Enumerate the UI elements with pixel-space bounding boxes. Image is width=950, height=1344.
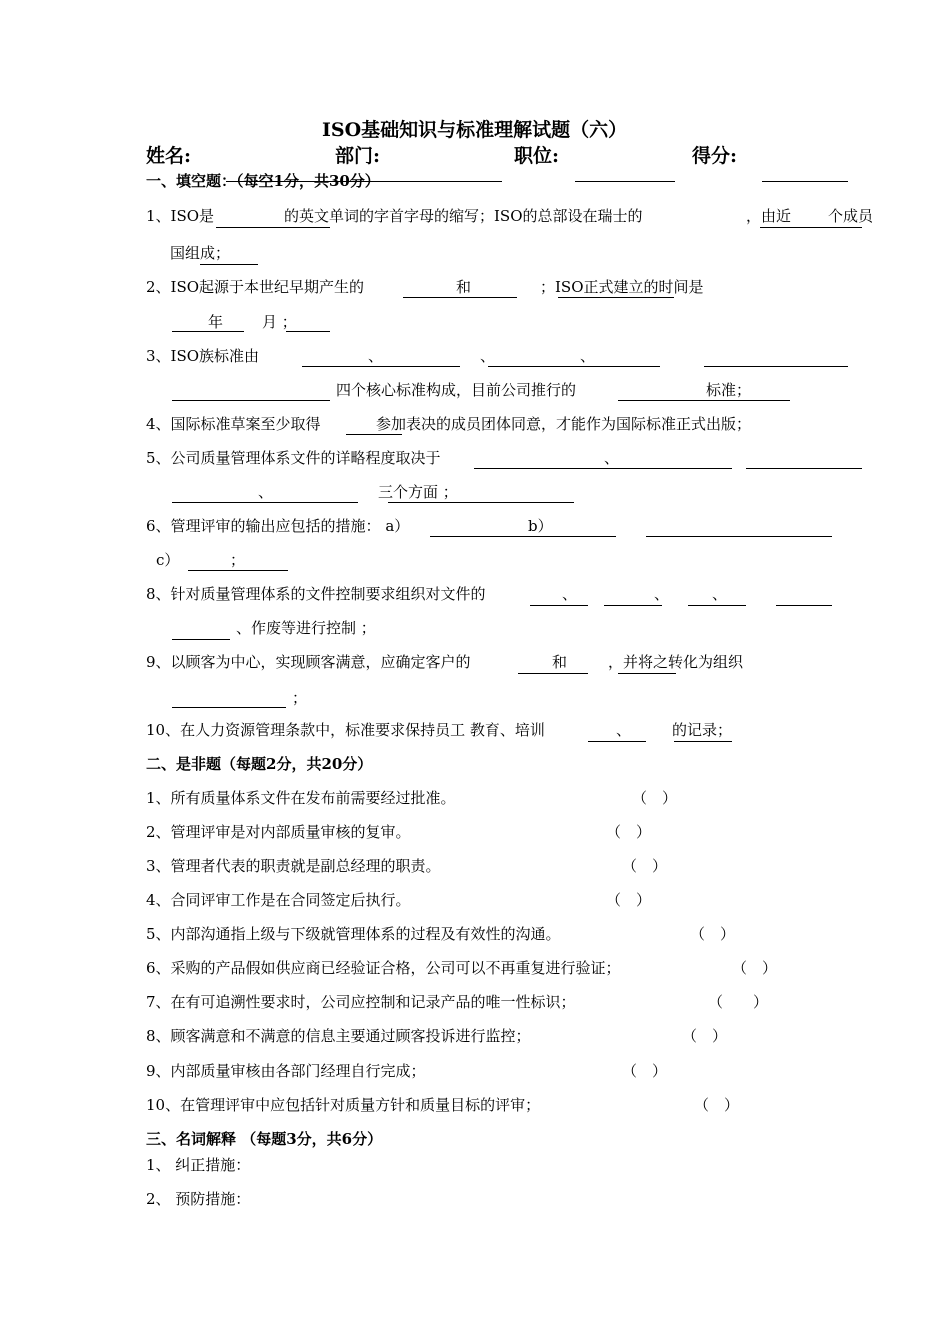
- blank-line[interactable]: [302, 366, 460, 367]
- blank-line[interactable]: [604, 605, 662, 606]
- answer-paren[interactable]: （ ）: [606, 823, 652, 841]
- header-blank-line: [762, 181, 848, 182]
- q10-text-b: 、: [616, 721, 632, 739]
- answer-paren[interactable]: （ ）: [732, 959, 778, 977]
- q6-text-d: ；: [230, 551, 246, 569]
- q2-text-c: ；ISO正式建立的时间是: [540, 278, 704, 296]
- q2-text-b: 和: [456, 278, 472, 296]
- q9-text-c: ，并将之转化为组织: [608, 653, 744, 671]
- answer-paren[interactable]: （ ）: [622, 857, 668, 875]
- blank-line[interactable]: [188, 570, 288, 571]
- score-label: 得分:: [692, 145, 738, 167]
- blank-line[interactable]: [346, 434, 402, 435]
- q4-text-a: 4、国际标准草案至少取得: [146, 415, 321, 433]
- q8-text-d: 、: [712, 585, 728, 603]
- tf-question-5: 5、内部沟通指上级与下级就管理体系的过程及有效性的沟通。: [146, 925, 561, 943]
- q3-text-f: 标准；: [706, 381, 752, 399]
- position-label: 职位:: [514, 145, 560, 167]
- tf-question-9: 9、内部质量审核由各部门经理自行完成；: [146, 1062, 426, 1080]
- blank-line[interactable]: [776, 605, 832, 606]
- q9-text-d: ；: [292, 689, 308, 707]
- tf-question-3: 3、管理者代表的职责就是副总经理的职责。: [146, 857, 441, 875]
- q10-text-c: 的记录；: [672, 721, 733, 739]
- tf-question-1: 1、所有质量体系文件在发布前需要经过批准。: [146, 789, 456, 807]
- term-question-1: 1、 纠正措施：: [146, 1156, 251, 1174]
- tf-question-10: 10、在管理评审中应包括针对质量方针和质量目标的评审；: [146, 1096, 541, 1114]
- q3-text-d: 、: [580, 347, 596, 365]
- q6-text-b: b）: [528, 517, 553, 535]
- blank-line[interactable]: [530, 605, 588, 606]
- blank-line[interactable]: [618, 673, 676, 674]
- blank-line[interactable]: [688, 605, 746, 606]
- q3-text-e: 四个核心标准构成，目前公司推行的: [336, 381, 577, 399]
- q3-text-a: 3、ISO族标准由: [146, 347, 260, 365]
- blank-line[interactable]: [674, 741, 732, 742]
- q2-text-e: 月 ；: [262, 313, 297, 331]
- answer-paren[interactable]: （ ）: [682, 1027, 728, 1045]
- q8-text-b: 、: [562, 585, 578, 603]
- blank-line[interactable]: [200, 264, 258, 265]
- q8-text-a: 8、针对质量管理体系的文件控制要求组织对文件的: [146, 585, 486, 603]
- blank-line[interactable]: [430, 536, 616, 537]
- name-label: 姓名:: [146, 145, 192, 167]
- blank-line[interactable]: [704, 366, 848, 367]
- q2-text-d: 年: [208, 313, 224, 331]
- q3-text-b: 、: [368, 347, 384, 365]
- q5-text-a: 5、公司质量管理体系文件的详略程度取决于: [146, 449, 441, 467]
- tf-question-6: 6、采购的产品假如供应商已经验证合格，公司可以不再重复进行验证；: [146, 959, 621, 977]
- section3-heading: 三、名词解释 （每题3分，共6分）: [146, 1130, 383, 1148]
- tf-question-7: 7、在有可追溯性要求时，公司应控制和记录产品的唯一性标识；: [146, 993, 576, 1011]
- q1-text-a: 1、ISO是: [146, 207, 215, 225]
- q10-text-a: 10、在人力资源管理条款中，标准要求保持员工 教育、培训: [146, 721, 545, 739]
- page-title: ISO基础知识与标准理解试题（六）: [322, 119, 628, 141]
- blank-line[interactable]: [172, 707, 286, 708]
- blank-line[interactable]: [760, 227, 862, 228]
- header-blank-line: [404, 181, 502, 182]
- tf-question-2: 2、管理评审是对内部质量审核的复审。: [146, 823, 411, 841]
- blank-line[interactable]: [172, 502, 358, 503]
- q1-text-d: 个成员: [828, 207, 874, 225]
- q5-text-c: 、: [258, 483, 274, 501]
- q1-text-c: ，由近: [746, 207, 792, 225]
- q6-text-a: 6、管理评审的输出应包括的措施： a）: [146, 517, 410, 535]
- q1-text-e: 国组成；: [170, 244, 231, 262]
- blank-line[interactable]: [286, 331, 330, 332]
- blank-line[interactable]: [388, 502, 574, 503]
- blank-line[interactable]: [216, 227, 330, 228]
- q5-text-b: 、: [604, 449, 620, 467]
- answer-paren[interactable]: （ ）: [690, 925, 736, 943]
- answer-paren[interactable]: （ ）: [632, 789, 678, 807]
- blank-line[interactable]: [474, 468, 732, 469]
- blank-line[interactable]: [488, 366, 660, 367]
- section2-heading: 二、是非题（每题2分，共20分）: [146, 755, 373, 773]
- blank-line[interactable]: [518, 673, 588, 674]
- tf-question-4: 4、合同评审工作是在合同签定后执行。: [146, 891, 411, 909]
- department-label: 部门:: [335, 145, 381, 167]
- answer-paren[interactable]: （ ）: [694, 1096, 740, 1114]
- blank-line[interactable]: [172, 639, 230, 640]
- blank-line[interactable]: [172, 400, 330, 401]
- q4-text-b: 参加表决的成员团体同意，才能作为国际标准正式出版；: [376, 415, 752, 433]
- blank-line[interactable]: [746, 468, 862, 469]
- answer-paren[interactable]: （ ）: [622, 1062, 668, 1080]
- blank-line[interactable]: [172, 331, 244, 332]
- answer-paren[interactable]: （ ）: [606, 891, 652, 909]
- q3-text-c: 、: [480, 347, 496, 365]
- blank-line[interactable]: [558, 297, 674, 298]
- q6-text-c: c）: [156, 551, 180, 569]
- q1-text-b: 的英文单词的字首字母的缩写；ISO的总部设在瑞士的: [284, 207, 643, 225]
- answer-paren[interactable]: （ ）: [708, 993, 769, 1011]
- header-blank-line: [575, 181, 675, 182]
- strikethrough-line: [226, 181, 411, 182]
- blank-line[interactable]: [588, 741, 646, 742]
- blank-line[interactable]: [403, 297, 517, 298]
- term-question-2: 2、 预防措施：: [146, 1190, 251, 1208]
- q8-text-c: 、: [654, 585, 670, 603]
- q5-text-d: 三个方面 ；: [378, 483, 458, 501]
- section1-heading: 一、填空题：（每空1分，共30分）: [146, 172, 380, 190]
- blank-line[interactable]: [646, 536, 832, 537]
- blank-line[interactable]: [618, 400, 790, 401]
- q9-text-a: 9、以顾客为中心，实现顾客满意，应确定客户的: [146, 653, 471, 671]
- q8-text-e: 、作废等进行控制 ；: [236, 619, 376, 637]
- q9-text-b: 和: [552, 653, 568, 671]
- q2-text-a: 2、ISO起源于本世纪早期产生的: [146, 278, 365, 296]
- tf-question-8: 8、顾客满意和不满意的信息主要通过顾客投诉进行监控；: [146, 1027, 531, 1045]
